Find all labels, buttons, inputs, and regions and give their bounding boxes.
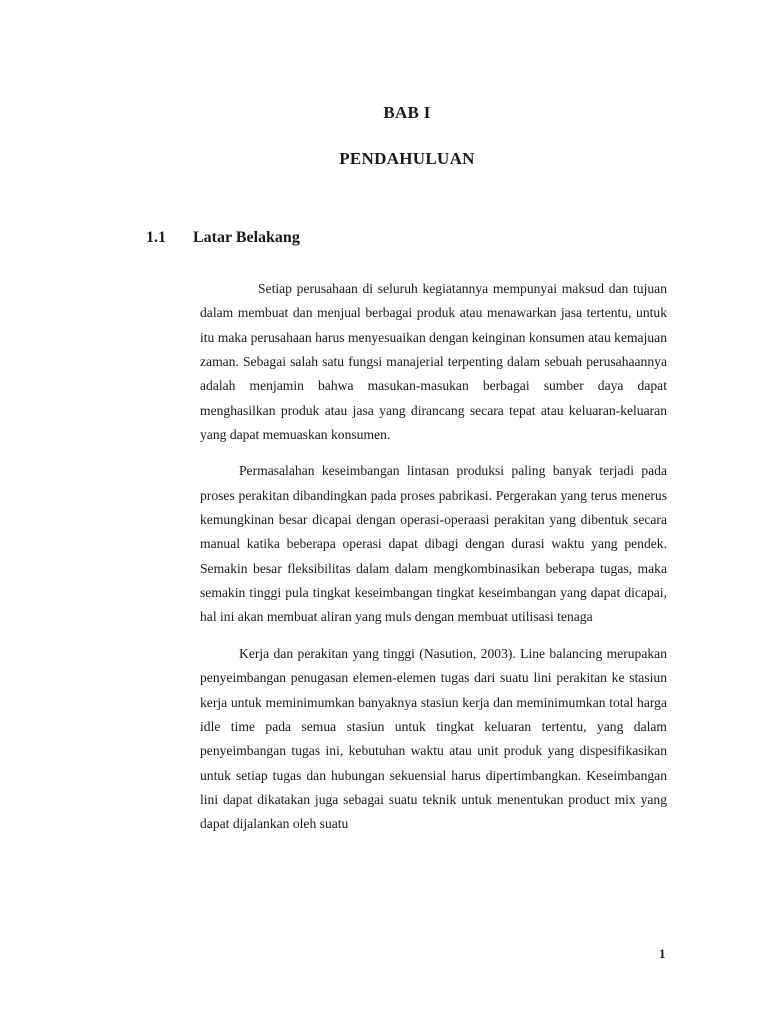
chapter-number: BAB I	[383, 103, 431, 122]
section-title: Latar Belakang	[193, 229, 300, 246]
paragraph-1: Setiap perusahaan di seluruh kegiatannya mempunyai maksud dan tujuan dalam membuat dan menjual berbagai produk atau menawarkan jasa tertentu, untuk itu maka perusahaan harus menyesuaikan dengan keinginan konsumen atau kemajuan zaman. Sebagai salah satu fungsi manajerial terpenting dalam sebuah perusahaannya adalah menjamin bahwa masukan-masukan berbagai sumber daya dapat menghasilkan produk atau jasa yang dirancang secara tepat atau keluaran-keluaran yang dapat memuaskan konsumen.	[200, 281, 667, 443]
chapter-title: PENDAHULUAN	[339, 149, 475, 168]
page-number: 1	[659, 946, 666, 961]
paragraph-3: Kerja dan perakitan yang tinggi (Nasution, 2003). Line balancing merupakan penyeimbangan penugasan elemen-elemen tugas dari suatu lini perakitan ke stasiun kerja untuk meminimumkan banyaknya stasiun kerja dan meminimumkan total harga idle time pada semua stasiun untuk tingkat keluaran tertentu, yang dalam penyeimbangan tugas ini, kebutuhan waktu atau unit produk yang dispesifikasikan untuk setiap tugas dan hubungan sekuensial harus dipertimbangkan. Keseimbangan lini dapat dikatakan juga sebagai suatu teknik untuk menentukan product mix yang dapat dijalankan oleh suatu	[200, 645, 667, 832]
paragraph-2: Permasalahan keseimbangan lintasan produksi paling banyak terjadi pada proses perakitan dibandingkan pada proses pabrikasi. Pergerakan yang terus menerus kemungkinan besar dicapai dengan operasi-operaasi perakitan yang dibentuk secara manual katika beberapa operasi dapat dibagi dengan durasi waktu yang pendek. Semakin besar fleksibilitas dalam dalam mengkombinasikan beberapa tugas, maka semakin tinggi pula tingkat keseimbangan tingkat keseimbangan yang dapat dicapai, hal ini akan membuat aliran yang muls dengan membuat utilisasi tenaga	[200, 463, 667, 625]
section-heading	[146, 229, 300, 247]
body-text	[200, 277, 667, 849]
section-number: 1.1	[146, 229, 166, 246]
